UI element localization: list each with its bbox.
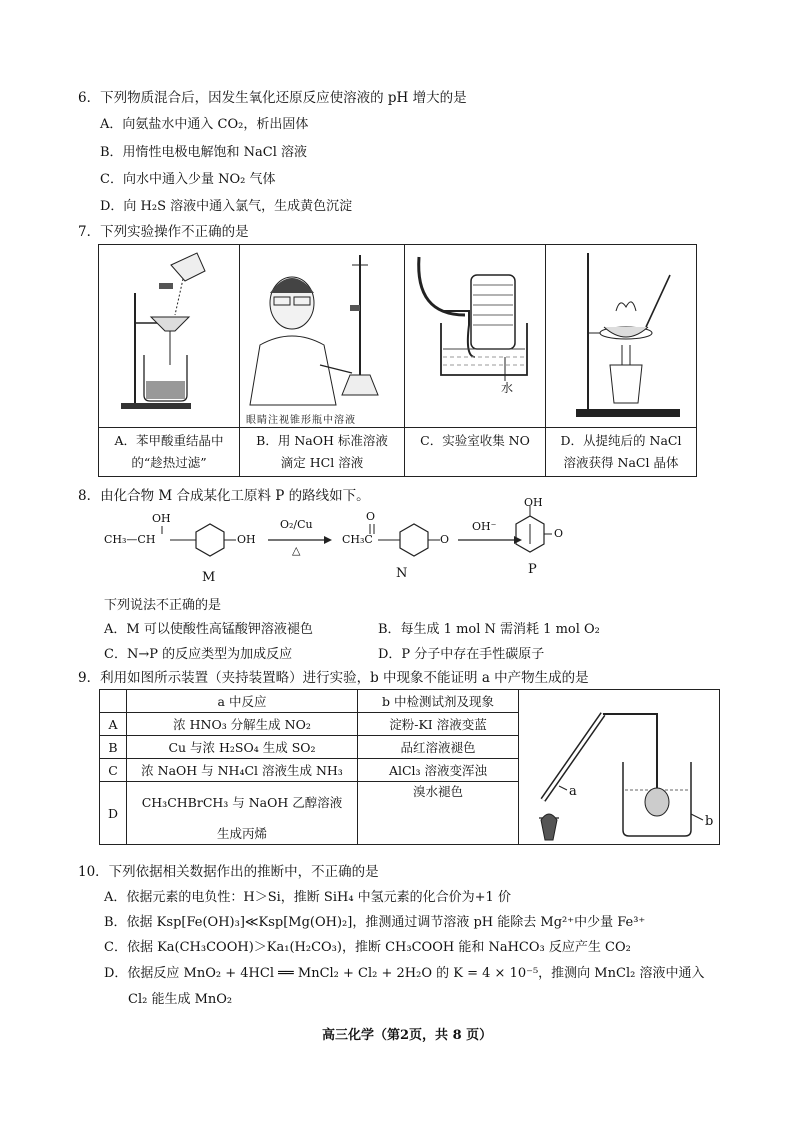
q9-table bbox=[99, 689, 720, 845]
q10-option-d-line2: Cl₂ 能生成 MnO₂ bbox=[128, 992, 233, 1007]
page-footer: 高三化学（第2页，共 8 页） bbox=[322, 1028, 493, 1043]
p-carbonyl: O bbox=[554, 527, 564, 540]
condition-heat: △ bbox=[292, 544, 301, 557]
q7-caption-c: C．实验室收集 NO bbox=[405, 428, 546, 477]
q6-stem: 6．下列物质混合后，因发生氧化还原反应使溶液的 pH 增大的是 bbox=[78, 90, 467, 106]
q9-row: D CH₃CHBrCH₃ 与 NaOH 乙醇溶液 溴水褪色 bbox=[100, 782, 720, 823]
q8-stem: 8．由化合物 M 合成某化工原料 P 的路线如下。 bbox=[78, 488, 370, 504]
label-m: M bbox=[202, 570, 216, 585]
condition-oxidation: O₂/Cu bbox=[280, 518, 313, 531]
q9-header-a: a 中反应 bbox=[127, 690, 358, 713]
q8-reaction-scheme bbox=[100, 496, 700, 588]
q7-caption-d: D．从提纯后的 NaCl 溶液获得 NaCl 晶体 bbox=[546, 428, 697, 477]
q9-row: C 浓 NaOH 与 NH₄Cl 溶液生成 NH₃ AlCl₃ 溶液变浑浊 bbox=[100, 759, 720, 782]
q10-stem: 10．下列依据相关数据作出的推断中，不正确的是 bbox=[78, 864, 379, 880]
hot-filtration-figure bbox=[99, 245, 239, 427]
q7-figure-c bbox=[405, 245, 546, 428]
q9-row: B Cu 与浓 H₂SO₄ 生成 SO₂ 品红溶液褪色 bbox=[100, 736, 720, 759]
q7-apparatus-table bbox=[98, 244, 697, 477]
apparatus-label-a: a bbox=[569, 784, 577, 799]
q8-option-b: B．每生成 1 mol N 需消耗 1 mol O₂ bbox=[378, 622, 600, 637]
n-carbonyl-right: O bbox=[440, 533, 450, 546]
q10-option-c: C．依据 Ka(CH₃COOH)＞Ka₁(H₂CO₃)，推断 CH₃COOH 能和 NaHCO₃ 反应产生 CO₂ bbox=[104, 940, 631, 955]
q9-header-blank bbox=[100, 690, 127, 713]
water-label: 水 bbox=[501, 381, 514, 395]
condition-base: OH⁻ bbox=[472, 520, 497, 533]
m-hydroxyl-right: OH bbox=[237, 533, 256, 546]
apparatus-label-b: b bbox=[705, 814, 714, 829]
p-hydroxyl: OH bbox=[524, 496, 543, 509]
q8-option-c: C．N→P 的反应类型为加成反应 bbox=[104, 647, 293, 662]
gas-collection-figure bbox=[405, 245, 545, 427]
q10-option-a: A．依据元素的电负性：H＞Si，推断 SiH₄ 中氢元素的化合价为+1 价 bbox=[104, 890, 511, 905]
q8-option-d: D．P 分子中存在手性碳原子 bbox=[378, 647, 545, 662]
q7-figure-b bbox=[240, 245, 405, 428]
q7-figure-d bbox=[546, 245, 697, 428]
m-hydroxyl-top: OH bbox=[152, 512, 171, 525]
q9-row: A 浓 HNO₃ 分解生成 NO₂ 淀粉-KI 溶液变蓝 bbox=[100, 713, 720, 736]
q9-header-b: b 中检测试剂及现象 bbox=[358, 690, 519, 713]
q7-caption-b: B．用 NaOH 标准溶液 滴定 HCl 溶液 bbox=[240, 428, 405, 477]
n-left-group: CH₃C bbox=[342, 533, 373, 546]
m-left-group: CH₃—CH bbox=[104, 533, 156, 546]
q6-option-c: C．向水中通入少量 NO₂ 气体 bbox=[100, 172, 276, 187]
q9-apparatus-cell bbox=[519, 690, 720, 845]
q8-option-a: A．M 可以使酸性高锰酸钾溶液褪色 bbox=[104, 622, 313, 637]
q9-stem: 9．利用如图所示装置（夹持装置略）进行实验，b 中现象不能证明 a 中产物生成的是 bbox=[78, 670, 589, 686]
q6-option-b: B．用惰性电极电解饱和 NaCl 溶液 bbox=[100, 145, 308, 160]
titration-figure bbox=[240, 245, 404, 427]
q10-option-b: B．依据 Ksp[Fe(OH)₃]≪Ksp[Mg(OH)₂]，推测通过调节溶液 pH 能除去 Mg²⁺中少量 Fe³⁺ bbox=[104, 915, 646, 930]
titration-photo-caption: 眼睛注视锥形瓶中溶液 bbox=[246, 415, 356, 426]
label-p: P bbox=[528, 562, 537, 577]
q9-apparatus-figure bbox=[519, 690, 719, 844]
n-carbonyl-top: O bbox=[366, 510, 376, 523]
evaporation-figure bbox=[546, 245, 696, 427]
q6-option-a: A．向氨盐水中通入 CO₂，析出固体 bbox=[100, 117, 309, 132]
q8-sub-stem: 下列说法不正确的是 bbox=[104, 598, 222, 613]
label-n: N bbox=[396, 566, 408, 581]
q7-caption-a: A．苯甲酸重结晶中 的“趁热过滤” bbox=[99, 428, 240, 477]
q6-option-d: D．向 H₂S 溶液中通入氯气，生成黄色沉淀 bbox=[100, 199, 353, 214]
q7-stem: 7．下列实验操作不正确的是 bbox=[78, 224, 249, 240]
q9-row-cont: 生成丙烯 bbox=[100, 822, 720, 845]
q10-option-d-line1: D．依据反应 MnO₂ + 4HCl ══ MnCl₂ + Cl₂ + 2H₂O 的 K = 4 × 10⁻⁵，推测向 MnCl₂ 溶液中通入 bbox=[104, 966, 705, 981]
q7-figure-a bbox=[99, 245, 240, 428]
